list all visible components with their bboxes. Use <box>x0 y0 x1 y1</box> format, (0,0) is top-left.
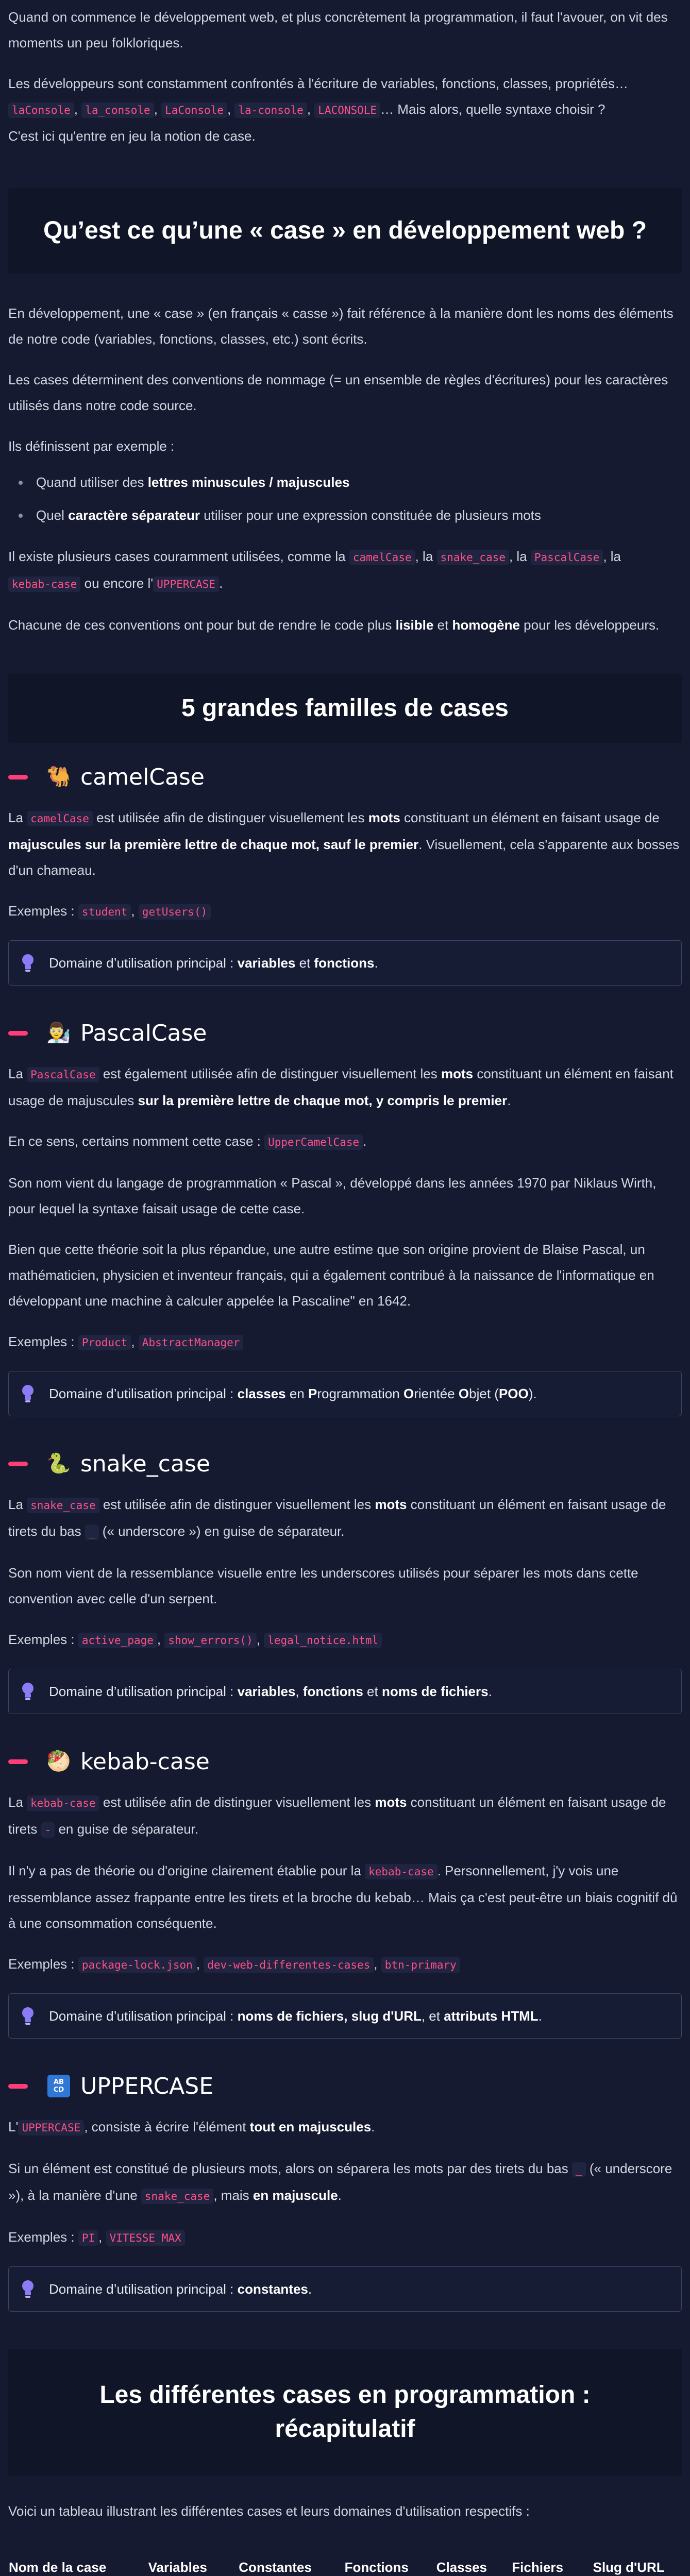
strong: O <box>403 1385 414 1401</box>
lightbulb-icon <box>20 1383 36 1404</box>
code: btn-primary <box>381 1957 460 1973</box>
text: constituant un élément en faisant usage de <box>400 810 660 825</box>
upper-examples: Exemples : PI , VITESSE_MAX <box>8 2224 682 2251</box>
callout-domain <box>8 2266 682 2312</box>
header-cell: Fichiers <box>499 2545 576 2576</box>
kebab-p2 <box>8 1858 682 1936</box>
intro <box>8 0 682 149</box>
snake-examples: Exemples : active_page , show_errors() , legal_notice.html <box>8 1626 682 1653</box>
family-title: kebab-case <box>80 1748 210 1775</box>
code: camelCase <box>27 811 93 826</box>
strong: variables <box>237 1683 296 1699</box>
accent-dash <box>8 1759 28 1764</box>
text: La <box>8 1066 27 1081</box>
strong: noms de fichiers <box>381 1683 489 1699</box>
text: et <box>363 1683 382 1699</box>
text: , la <box>415 549 437 564</box>
code: getUsers() <box>139 904 211 920</box>
family-title: PascalCase <box>80 1020 207 1046</box>
strong: fonctions <box>302 1683 363 1699</box>
code-dash: - <box>41 1822 55 1838</box>
text: est utilisée afin de distinguer visuellement les <box>99 1794 375 1810</box>
kebab-icon: 🥙 <box>46 1751 71 1772</box>
section-banner-what-is-case <box>8 188 682 274</box>
pascal-p3: Son nom vient du langage de programmation « Pascal », développé dans les années 1970 par Niklaus Wirth, pour lequel la syntaxe faisait usage de cette case. <box>8 1175 657 1216</box>
text: constituant un élément en faisant usage de tirets <box>8 1794 666 1837</box>
family-title: snake_case <box>80 1450 210 1477</box>
strong: mots <box>375 1497 407 1512</box>
accent-dash <box>8 1462 28 1466</box>
kebab-p1 <box>8 1789 682 1843</box>
upper-p2 <box>8 2156 682 2209</box>
camel-examples: Exemples : student , getUsers() <box>8 898 682 925</box>
text: Domaine d’utilisation principal : <box>49 1385 238 1401</box>
text: Exemples : <box>8 2229 78 2245</box>
strong: attributs HTML <box>444 2008 538 2024</box>
header-cell: Slug d'URL <box>576 2545 682 2576</box>
strong: mots <box>441 1066 474 1081</box>
section-title: Qu’est ce qu’une « case » en développement web ? <box>43 217 647 244</box>
callout-domain <box>8 1371 682 1416</box>
code: snake_case <box>141 2189 213 2204</box>
accent-dash <box>8 1031 28 1036</box>
strong: classes <box>237 1385 286 1401</box>
intro-p1: Quand on commence le développement web, et plus concrètement la programmation, il faut l'avouer, on vit des moments un peu folkloriques. <box>8 9 668 50</box>
text: . Visuellement, cela s'apparente aux bosses d'un chameau. <box>8 837 680 878</box>
text: La <box>8 1794 27 1810</box>
table-header-row <box>8 2545 682 2576</box>
text: Exemples : <box>8 1334 78 1349</box>
text: , mais <box>213 2188 253 2203</box>
text: ). <box>528 1385 537 1401</box>
header-cell: Fonctions <box>329 2545 424 2576</box>
text: , et <box>421 2008 444 2024</box>
list-item <box>8 502 682 528</box>
text: (« underscore ») en guise de séparateur. <box>98 1523 345 1539</box>
text: . <box>507 1093 511 1108</box>
text: Exemples : <box>8 1632 78 1647</box>
code-camelcase: camelCase <box>349 550 415 565</box>
recap-intro: Voici un tableau illustrant les différentes cases et leurs domaines d'utilisation respectifs : <box>8 2503 530 2519</box>
text: Si un élément est constitué de plusieurs mots, alors on séparera les mots par des tirets du bas <box>8 2161 572 2176</box>
strong: P <box>308 1385 317 1401</box>
text: . <box>488 1683 492 1699</box>
s1-p3: Ils définissent par exemple : <box>8 438 175 454</box>
text: L' <box>8 2119 19 2134</box>
snake-p1 <box>8 1492 682 1545</box>
strong: noms de fichiers, slug d'URL <box>237 2008 422 2024</box>
text: (« underscore »), à la manière d'une <box>8 2161 672 2203</box>
text: rientée <box>414 1385 459 1401</box>
code-underscore: _ <box>572 2162 586 2177</box>
family-heading <box>8 2071 682 2102</box>
strong: homogène <box>452 617 520 633</box>
accent-dash <box>8 2084 28 2089</box>
s1-list <box>8 469 682 528</box>
callout-text <box>49 2008 542 2024</box>
li-text: utiliser pour une expression constituée de plusieurs mots <box>200 507 541 523</box>
camel-p1 <box>8 805 682 883</box>
family-heading <box>8 1018 682 1048</box>
scientist-icon: 👨‍🔬 <box>46 1022 71 1044</box>
text: . <box>371 2119 375 2134</box>
callout-domain <box>8 1993 682 2039</box>
pascal-p1 <box>8 1061 682 1113</box>
text: Il n'y a pas de théorie ou d'origine clairement établie pour la <box>8 1863 365 1878</box>
text: en guise de séparateur. <box>55 1821 199 1837</box>
text: . <box>308 2281 312 2297</box>
text: ou encore l' <box>80 575 154 591</box>
text: et <box>433 617 452 633</box>
text: Exemples : <box>8 1956 78 1972</box>
text: , la <box>509 549 531 564</box>
text: Exemples : <box>8 903 78 919</box>
pascal-p4: Bien que cette théorie soit la plus répandue, une autre estime que son origine provient de Blaise Pascal, un mathématicien, physicien et inventeur français, qui a également contribué à la naissance de l'informatique en développant une machine à calculer appelée la Pascaline" en 1642. <box>8 1242 654 1309</box>
text: . <box>374 955 378 971</box>
code: legal_notice.html <box>264 1633 382 1648</box>
title-line: récapitulatif <box>275 2415 415 2443</box>
family-title: UPPERCASE <box>80 2073 214 2099</box>
text: . <box>538 2008 542 2024</box>
code: kebab-case <box>27 1795 99 1811</box>
code-laconsole-pascal: LaConsole <box>161 103 227 118</box>
text: bjet ( <box>469 1385 499 1401</box>
code-la-console-kebab: la-console <box>234 103 307 118</box>
text: constituant un élément en faisant usage de tirets du bas <box>8 1497 666 1539</box>
text: est également utilisée afin de distinguer visuellement les <box>99 1066 441 1081</box>
family-heading <box>8 1746 682 1777</box>
code-uppercase: UPPERCASE <box>153 577 219 592</box>
code: kebab-case <box>365 1864 437 1879</box>
text: Il existe plusieurs cases couramment utilisées, comme la <box>8 549 349 564</box>
text: . <box>338 2188 342 2203</box>
snake-p2: Son nom vient de la ressemblance visuelle entre les underscores utilisés pour séparer les mots dans cette convention avec celle d'un serpent. <box>8 1565 638 1606</box>
section-banner-recap <box>8 2349 682 2476</box>
text: . Personnellement, j'y vois une ressemblance assez frappante entre les tirets et la broche du kebab… Mais ça c'est peut-être un biais cognitif dû à une consommation conséquente. <box>8 1863 678 1931</box>
code: PI <box>78 2230 98 2246</box>
family-camelcase <box>8 761 682 986</box>
pascal-p2 <box>8 1128 682 1155</box>
section-title <box>99 2378 590 2446</box>
family-heading <box>8 1448 682 1479</box>
text: Domaine d’utilisation principal : <box>49 955 238 971</box>
callout-text <box>49 1386 537 1402</box>
section-banner-families <box>8 674 682 743</box>
text: est utilisée afin de distinguer visuellement les <box>99 1497 375 1512</box>
intro-p2-text: Les développeurs sont constamment confrontés à l'écriture de variables, fonctions, classes, propriétés… <box>8 76 629 91</box>
section-title: 5 grandes familles de cases <box>181 694 509 722</box>
code: UPPERCASE <box>18 2120 84 2136</box>
s1-p4 <box>8 544 682 597</box>
strong: majuscules sur la première lettre de chaque mot, sauf le premier <box>8 837 419 852</box>
code: PascalCase <box>27 1067 99 1082</box>
text: Domaine d’utilisation principal : <box>49 1683 238 1699</box>
code: show_errors() <box>164 1633 256 1648</box>
text: Chacune de ces conventions ont pour but de rendre le code plus <box>8 617 396 633</box>
kebab-examples: Exemples : package-lock.json , dev-web-differentes-cases , btn-primary <box>8 1951 682 1978</box>
code: AbstractManager <box>139 1335 244 1350</box>
code: Product <box>78 1335 131 1350</box>
strong: en majuscule <box>253 2188 338 2203</box>
text: . <box>219 575 223 591</box>
callout-domain <box>8 1669 682 1714</box>
strong: sur la première lettre de chaque mot, y compris le premier <box>138 1093 508 1108</box>
callout-text <box>49 1684 492 1700</box>
intro-p2: Les développeurs sont constamment confrontés à l'écriture de variables, fonctions, classes, propriétés… laConsole , la_console , LaConsole , la-console , LACONSOLE … Mais alors, quelle syntaxe choisir ? C'est ici qu'entre en jeu la notion de case. <box>8 76 629 144</box>
code: dev-web-differentes-cases <box>204 1957 374 1973</box>
code: student <box>78 904 131 920</box>
code: UpperCamelCase <box>264 1134 363 1150</box>
family-heading <box>8 761 682 792</box>
intro-p2-question: … Mais alors, quelle syntaxe choisir ? <box>380 101 605 117</box>
camel-icon: 🐫 <box>46 766 71 788</box>
text: rogrammation <box>317 1385 403 1401</box>
summary-table <box>8 2545 682 2576</box>
text: , <box>295 1683 303 1699</box>
code-la-console-snake: la_console <box>81 103 154 118</box>
strong: O <box>458 1385 469 1401</box>
code: package-lock.json <box>78 1957 196 1973</box>
lightbulb-icon <box>20 1681 36 1702</box>
snake-icon: 🐍 <box>46 1453 71 1475</box>
family-snake-case <box>8 1448 682 1714</box>
header-cell: Nom de la case <box>8 2545 134 2576</box>
lightbulb-icon <box>20 953 36 973</box>
header-cell: Variables <box>134 2545 221 2576</box>
strong: tout en majuscules <box>249 2119 372 2134</box>
text: . <box>363 1133 367 1149</box>
callout-domain <box>8 940 682 986</box>
li-strong: caractère séparateur <box>68 507 200 523</box>
text: en <box>285 1385 308 1401</box>
text: et <box>295 955 314 971</box>
text: , consiste à écrire l'élément <box>84 2119 250 2134</box>
code: snake_case <box>27 1498 99 1513</box>
strong: mots <box>368 810 400 825</box>
strong: POO <box>498 1385 529 1401</box>
list-item <box>8 469 682 495</box>
strong: mots <box>375 1794 407 1810</box>
text: Domaine d’utilisation principal : <box>49 2281 238 2297</box>
text: Domaine d’utilisation principal : <box>49 2008 238 2024</box>
strong: variables <box>237 955 296 971</box>
code-laconsole-upper: LACONSOLE <box>314 103 380 118</box>
code-underscore: _ <box>85 1524 99 1540</box>
s1-p1: En développement, une « case » (en français « casse ») fait référence à la manière dont les noms des éléments de notre code (variables, fonctions, classes, etc.) sont écrits. <box>8 306 674 347</box>
family-uppercase <box>8 2071 682 2312</box>
header-cell: Classes <box>424 2545 499 2576</box>
abcd-icon-letters: ABCD <box>53 2078 64 2094</box>
family-title: camelCase <box>80 764 205 790</box>
text: , la <box>603 549 621 564</box>
header-cell: Constantes <box>221 2545 329 2576</box>
family-pascalcase <box>8 1018 682 1416</box>
li-text: Quand utiliser des <box>36 474 148 490</box>
abcd-icon <box>47 2075 70 2097</box>
code-pascalcase: PascalCase <box>531 550 603 565</box>
text: constituant un élément en faisant usage de majuscules <box>8 1066 674 1108</box>
text: En ce sens, certains nomment cette case : <box>8 1133 265 1149</box>
family-kebab-case <box>8 1746 682 2039</box>
callout-text <box>49 2281 312 2297</box>
article <box>8 0 682 2576</box>
strong: lisible <box>395 617 434 633</box>
code-snake-case: snake_case <box>437 550 509 565</box>
strong: constantes <box>237 2281 308 2297</box>
code: VITESSE_MAX <box>106 2230 185 2246</box>
accent-dash <box>8 775 28 779</box>
code-kebab-case: kebab-case <box>8 577 80 592</box>
li-text: Quel <box>36 507 69 523</box>
intro-p2-end: C'est ici qu'entre en jeu la notion de case. <box>8 128 256 144</box>
s1-p2: Les cases déterminent des conventions de nommage (= un ensemble de règles d'écritures) pour les caractères utilisés dans notre code source. <box>8 372 668 413</box>
text: La <box>8 810 27 825</box>
lightbulb-icon <box>20 2006 36 2026</box>
code-laconsole: laConsole <box>8 103 74 118</box>
text: est utilisée afin de distinguer visuellement les <box>92 810 368 825</box>
pascal-examples: Exemples : Product , AbstractManager <box>8 1329 682 1355</box>
s1-p5 <box>8 612 682 638</box>
text: La <box>8 1497 27 1512</box>
section1-body <box>8 300 682 638</box>
code: active_page <box>78 1633 157 1648</box>
li-strong: lettres minuscules / majuscules <box>147 474 350 490</box>
strong: fonctions <box>314 955 375 971</box>
upper-p1 <box>8 2114 682 2141</box>
callout-text <box>49 955 378 971</box>
text: pour les développeurs. <box>519 617 660 633</box>
lightbulb-icon <box>20 2279 36 2299</box>
title-line: Les différentes cases en programmation : <box>99 2381 591 2409</box>
